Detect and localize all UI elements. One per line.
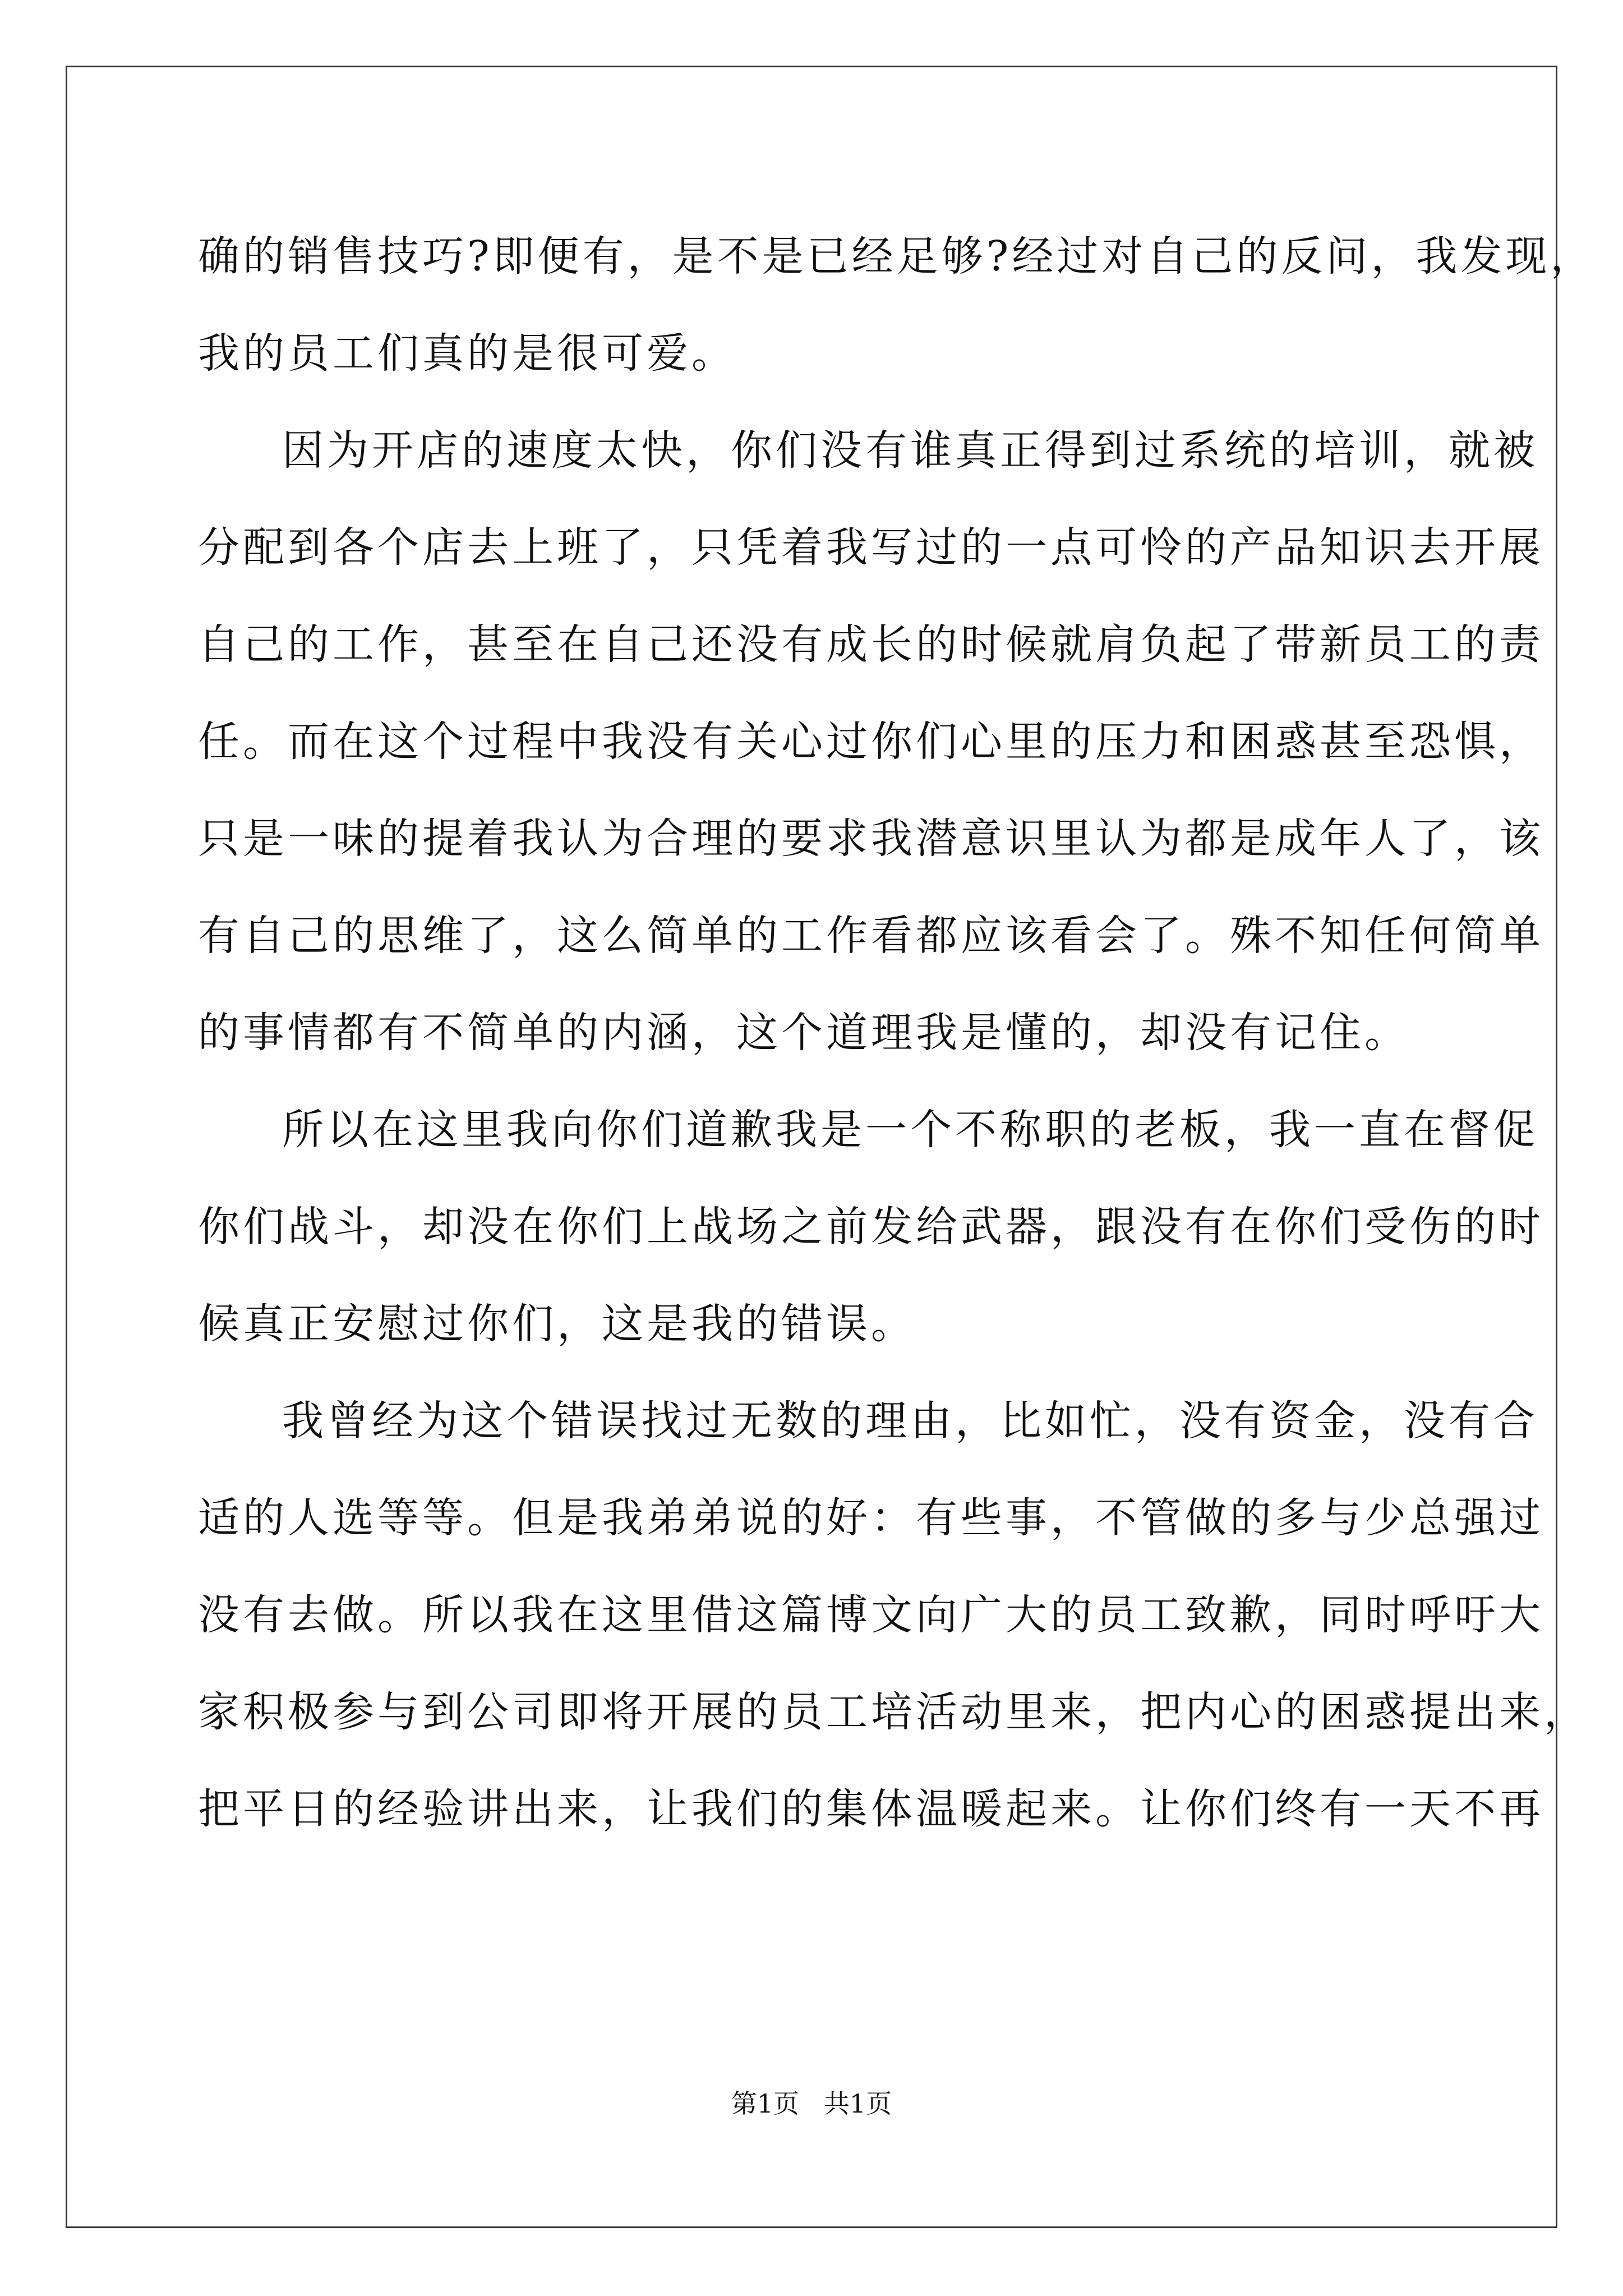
paragraph-start-line: 因为开店的速度太快，你们没有谁真正得到过系统的培训，就被 bbox=[282, 426, 1538, 475]
text-line: 确的销售技巧?即便有，是不是已经足够?经过对自己的反问，我发现， bbox=[198, 232, 1596, 280]
page-footer: 第1页 共1页 bbox=[731, 2088, 892, 2119]
text-line: 自己的工作，甚至在自己还没有成长的时候就肩负起了带新员工的责 bbox=[198, 620, 1544, 669]
text-line: 家积极参与到公司即将开展的员工培活动里来，把内心的困惑提出来， bbox=[198, 1688, 1589, 1736]
text-line: 没有去做。所以我在这里借这篇博文向广大的员工致歉，同时呼吁大 bbox=[198, 1591, 1544, 1639]
text-line: 分配到各个店去上班了，只凭着我写过的一点可怜的产品知识去开展 bbox=[198, 523, 1544, 572]
text-line: 任。而在这个过程中我没有关心过你们心里的压力和困惑甚至恐惧， bbox=[198, 717, 1544, 766]
text-line: 有自己的思维了，这么简单的工作看都应该看会了。殊不知任何简单 bbox=[198, 912, 1544, 960]
paragraph-start-line: 我曾经为这个错误找过无数的理由，比如忙，没有资金，没有合 bbox=[282, 1397, 1538, 1445]
text-line: 我的员工们真的是很可爱。 bbox=[198, 329, 736, 378]
text-line: 把平日的经验讲出来，让我们的集体温暖起来。让你们终有一天不再 bbox=[198, 1785, 1544, 1833]
text-line: 只是一味的提着我认为合理的要求我潜意识里认为都是成年人了，该 bbox=[198, 815, 1544, 863]
document-body bbox=[198, 208, 1596, 1858]
text-line: 适的人选等等。但是我弟弟说的好：有些事，不管做的多与少总强过 bbox=[198, 1494, 1544, 1542]
paragraph-start-line: 所以在这里我向你们道歉我是一个不称职的老板，我一直在督促 bbox=[282, 1106, 1538, 1154]
text-line: 的事情都有不简单的内涵，这个道理我是懂的，却没有记住。 bbox=[198, 1009, 1409, 1057]
text-line: 候真正安慰过你们，这是我的错误。 bbox=[198, 1300, 916, 1348]
text-line: 你们战斗，却没在你们上战场之前发给武器，跟没有在你们受伤的时 bbox=[198, 1203, 1544, 1251]
